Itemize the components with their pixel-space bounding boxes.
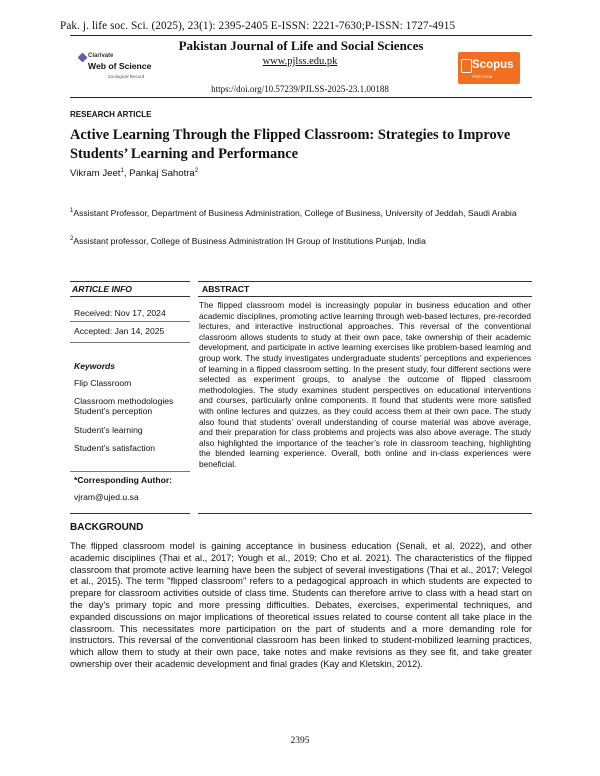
abstract-text: The flipped classroom model is increasingly popular in business education and other academic disciplines, promoting active learning through web-based lectures, pre-recorded lectures, and interactive instructional approaches. This reversal of the conventional classroom allows students to study at their own pace, take ownership of their academic development, and participate in active learning exercises like problem-based learning and group work. The study investigates undergraduate students’ perceptions and experiences of learning in a flipped classroom setting. In the present study, four different sections were selected as experiment groups, to analyse the outcome of flipped classroom methodologies. The study examines student perspectives on educational interventions and courses, particularly online components. It found that students were more satisfied with online lectures and quizzes, as they could access them at their own pace. The study also found that students’ overall understanding of course material was above average, and their preparation for class problems and projects was also above average. The study also highlighted the importance of the teacher’s role in classroom teaching, highlighting the blended learning experience. Overall, both online and in-class experiences were beneficial. <box>199 300 531 469</box>
author-name: Vikram Jeet <box>70 168 121 180</box>
info-divider <box>70 321 190 322</box>
affiliation-sup: 2 <box>70 236 74 242</box>
doi-link[interactable]: https://doi.org/10.57239/PJLSS-2025-23.1.00188 <box>211 84 389 94</box>
abstract-top-rule <box>198 281 532 282</box>
clarivate-mark-icon <box>78 53 88 63</box>
info-bottom-rule <box>70 513 190 514</box>
page-number: 2395 <box>290 736 310 746</box>
info-header-rule <box>70 296 190 297</box>
scopus-mark-icon <box>461 59 472 73</box>
citation-line: Pak. j. life soc. Sci. (2025), 23(1): 2395-2405 E-ISSN: 2221-7630;P-ISSN: 1727-4915 <box>60 20 456 32</box>
background-paragraph: The flipped classroom model is gaining acceptance in business education (Senali, et al. 2022), and other academic disciplines (Thai et al., 2017; Yough et al., 2019; Cho et al. 2021). The characteristics of the flipped classroom that promote active learning have been the subject of several investigations (Thai et al., 2017; Velegol et al., 2015). The term "flipped classroom" refers to a pedagogical approach in which students are expected to prepare for classroom activities outside of class time. Students can therefore arrive to class with a head start on the day's primary topic and more pressing difficulties. Debates, exercises, experimental techniques, and expanded discussions on major implications of theoretical issues related to course content all take place in the classroom. This necessitates more participation on the part of students and a more demanding role for instructors. This reversal of the conventional classroom has been linked to student-mobilized learning practices, which allow them to study at their own pace, take notes and make revisions as they see fit, and take greater ownership over their academic development and final grades (Kay and Kletskin, 2012). <box>70 541 532 669</box>
journal-url-link[interactable]: www.pjlss.edu.pk <box>262 56 338 67</box>
corresponding-email[interactable]: vjram@ujed.u.sa <box>74 492 139 502</box>
abstract-header: ABSTRACT <box>202 284 250 294</box>
accepted-date: Accepted: Jan 14, 2025 <box>74 326 165 336</box>
info-divider <box>70 471 190 472</box>
doi-rule <box>70 97 532 98</box>
article-info-header: ARTICLE INFO <box>72 284 132 294</box>
keyword-item: Student’s perception <box>74 406 153 416</box>
received-date: Received: Nov 17, 2024 <box>74 308 166 318</box>
keyword-item: Student’s satisfaction <box>74 443 156 453</box>
affiliation <box>70 206 532 219</box>
section-heading-background: BACKGROUND <box>70 522 144 533</box>
keywords-header: Keywords <box>74 361 116 371</box>
corresponding-author-header: *Corresponding Author: <box>74 475 173 485</box>
abstract-header-rule <box>198 296 532 297</box>
article-title: Active Learning Through the Flipped Classroom: Strategies to Improve Students’ Learning and Performance <box>70 127 511 162</box>
author-sup: 2 <box>194 168 199 174</box>
wos-logo-line2: Web of Science <box>88 61 152 71</box>
author-name: Pankaj Sahotra <box>129 168 195 180</box>
affiliation-text: Assistant professor, College of Business Administration IH Group of Institutions Punjab, India <box>73 235 426 246</box>
affiliation-sup: 1 <box>70 208 74 214</box>
keyword-item: Classroom methodologies <box>74 396 174 406</box>
scopus-logo-text: Scopus <box>472 59 514 71</box>
affiliation <box>70 234 532 247</box>
journal-title: Pakistan Journal of Life and Social Sciences <box>178 38 424 53</box>
affiliation-text: Assistant Professor, Department of Business Administration, College of Business, University of Jeddah, Saudi Arabia <box>73 207 517 218</box>
abstract-bottom-rule <box>198 513 532 514</box>
author-list: Vikram Jeet$^1$, Pankaj Sahotra$^2$ <box>70 168 199 180</box>
scopus-logo-sub: PREVIEW <box>472 74 493 79</box>
scopus-logo <box>458 52 520 84</box>
wos-logo-line3: Zoological Record <box>108 74 145 79</box>
web-of-science-logo <box>78 52 152 86</box>
wos-logo-line1: Clarivate <box>88 53 114 59</box>
keyword-item: Flip Classroom <box>74 378 132 388</box>
info-top-rule <box>70 281 190 282</box>
keyword-item: Student’s learning <box>74 425 143 435</box>
author-sup: 1 <box>120 168 124 174</box>
article-type: RESEARCH ARTICLE <box>70 110 152 119</box>
header-rule <box>70 35 532 36</box>
info-divider <box>70 342 190 343</box>
